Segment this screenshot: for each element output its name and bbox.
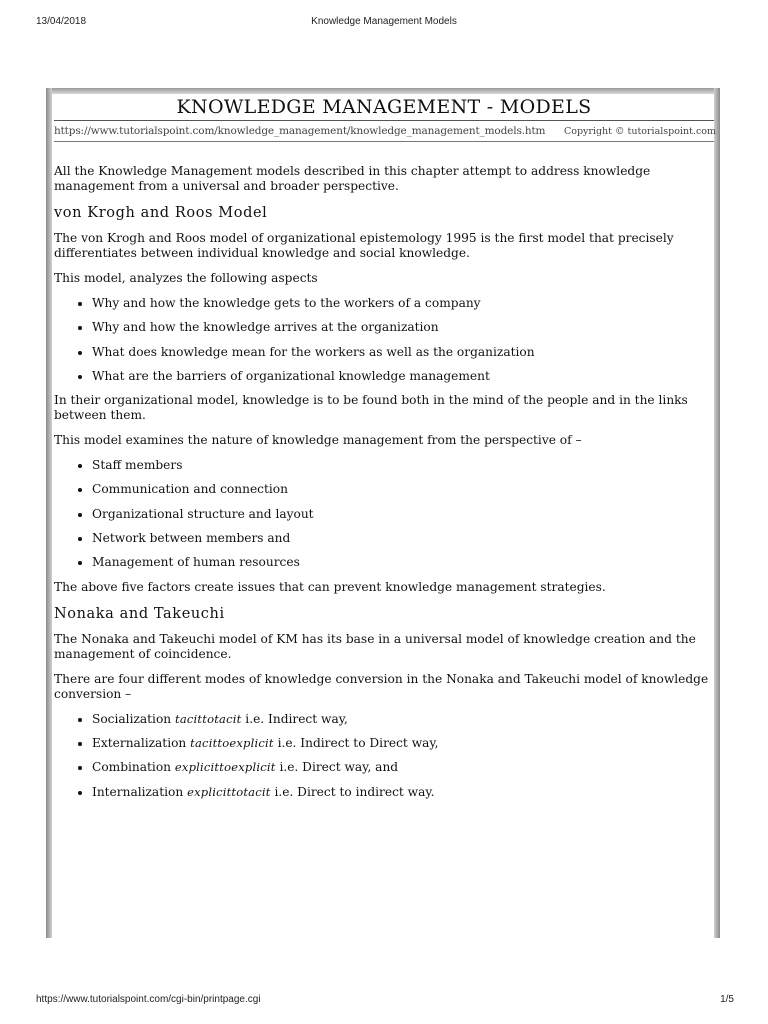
list-item: • Staff members	[92, 458, 714, 473]
paragraph: This model examines the nature of knowledge management from the perspective of –	[54, 433, 582, 448]
source-url-link[interactable]: https://www.tutorialspoint.com/knowledge_management/knowledge_management_models.htm	[54, 125, 546, 137]
aspects-list	[54, 296, 714, 384]
mode-formula: explicittotacit	[187, 784, 271, 799]
mode-name: Internalization	[92, 784, 184, 799]
mode-name: Socialization	[92, 711, 172, 726]
paragraph: The above five factors create issues that can prevent knowledge management strategies.	[54, 579, 606, 594]
list-item: • Management of human resources	[92, 555, 714, 570]
print-header	[0, 16, 768, 32]
list-item	[92, 785, 714, 800]
source-line	[54, 121, 714, 142]
list-item: • Why and how the knowledge arrives at the organization	[92, 320, 714, 335]
mode-formula: tacittotacit	[175, 711, 242, 726]
paragraph: In their organizational model, knowledge is to be found both in the mind of the people and in the links between them.	[54, 393, 688, 423]
list-item: • What are the barriers of organizational knowledge management	[92, 369, 714, 384]
mode-description: i.e. Direct to indirect way.	[274, 784, 435, 799]
page-number: 1/5	[720, 994, 734, 1005]
mode-name: Externalization	[92, 735, 187, 750]
paragraph: The von Krogh and Roos model of organizational epistemology 1995 is the first model that precisely differentiates between individual knowledge and social knowledge.	[54, 231, 674, 260]
mode-description: i.e. Indirect way,	[245, 711, 348, 726]
list-item: • Communication and connection	[92, 482, 714, 497]
list-item	[92, 760, 714, 775]
print-url: https://www.tutorialspoint.com/cgi-bin/printpage.cgi	[36, 994, 261, 1005]
section-heading-nonaka: Nonaka and Takeuchi	[54, 605, 225, 622]
article	[54, 94, 714, 809]
mode-name: Combination	[92, 760, 172, 775]
mode-description: i.e. Indirect to Direct way,	[277, 735, 439, 750]
mode-formula: explicittoexplicit	[174, 760, 276, 775]
perspectives-list	[54, 458, 714, 570]
list-item	[92, 712, 714, 727]
paragraph: There are four different modes of knowledge conversion in the Nonaka and Takeuchi model of knowledge conversion –	[54, 671, 709, 701]
print-page-title: Knowledge Management Models	[311, 16, 457, 27]
frame-right-border	[714, 88, 720, 938]
section-heading-von-krogh: von Krogh and Roos Model	[54, 205, 268, 221]
list-item: • What does knowledge mean for the workers as well as the organization	[92, 345, 714, 360]
print-footer	[0, 994, 768, 1010]
intro-paragraph: All the Knowledge Management models described in this chapter attempt to address knowledge management from a universal and broader perspective.	[54, 164, 651, 193]
mode-description: i.e. Direct way, and	[279, 760, 399, 775]
list-item	[92, 736, 714, 751]
paragraph: This model, analyzes the following aspects	[54, 271, 318, 285]
list-item: • Network between members and	[92, 531, 714, 546]
list-item: • Why and how the knowledge gets to the workers of a company	[92, 296, 714, 311]
copyright-notice: Copyright © tutorialspoint.com	[563, 126, 716, 137]
list-item: • Organizational structure and layout	[92, 507, 714, 522]
paragraph: The Nonaka and Takeuchi model of KM has its base in a universal model of knowledge creation and the management of coincidence.	[54, 631, 696, 661]
print-date: 13/04/2018	[36, 16, 87, 27]
mode-formula: tacittoexplicit	[190, 735, 274, 750]
conversion-modes-list	[54, 712, 714, 800]
article-title: KNOWLEDGE MANAGEMENT - MODELS	[54, 94, 714, 121]
